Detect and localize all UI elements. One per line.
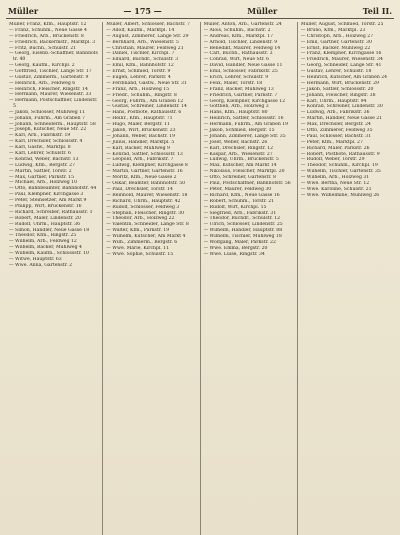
- directory-entry: — Martin, Händler, Neue Gasse 21: [300, 116, 383, 122]
- directory-entry: — Rudolf, Uhrm., Hauptstr. 36: [9, 221, 81, 227]
- directory-entry: — Daniel, Tischler, Kirchpl. 7: [106, 51, 175, 57]
- directory-entry: — Felix, Maler, Torstr. 18: [203, 80, 263, 86]
- directory-entry: — Karl, Drechsler, Schlossstr. 4: [9, 139, 83, 145]
- directory-entry: Müller, Albert, Schlosser, Bachstr. 7: [106, 22, 190, 27]
- directory-entry: — Johann, Schneiderm., Hauptstr. 58: [9, 121, 96, 127]
- directory-entry: — Konrad, Schreiner, Lindenstr. 30: [300, 104, 383, 110]
- column-4: [297, 22, 394, 535]
- directory-entry: — Hugo, Maler, Bergstr. 11: [106, 122, 171, 128]
- directory-entry: — Wwe. Wilhelmine, Mühlweg 26: [300, 192, 380, 198]
- directory-entry: — Wolfgang, Maler, Parkstr. 22: [203, 239, 276, 245]
- directory-entry: — Joseph, Kutscher, Neue Str. 22: [9, 127, 87, 133]
- directory-entry: — Adolf, Kaufm., Marktpl. 14: [106, 27, 175, 33]
- directory-entry: — Michael, Arb., Holzweg 10: [9, 180, 77, 186]
- header-left-keyword: Müller: [8, 6, 39, 16]
- directory-entry: — Paul, Drechsler, Torstr. 14: [106, 186, 173, 192]
- page-number: — 175 —: [123, 6, 162, 16]
- directory-entry: — Franz, Klempner, Kirchgasse 16: [300, 51, 382, 57]
- directory-entry: — Erich, Lehrer, Schulstr. 9: [203, 75, 269, 81]
- directory-entry: — Paul, Postschaffner, Bahnhofstr. 56: [203, 181, 291, 187]
- directory-entry: — Karl, Gastw., Marktpl. 8: [9, 145, 71, 151]
- directory-entry: — Richard, Uhrm., Hauptstr. 42: [106, 198, 181, 204]
- directory-entry: — Max, Kutscher, Am Markt 14: [203, 163, 277, 169]
- directory-entry: — Ludwig, Klempner, Kirchgasse 8: [106, 163, 188, 169]
- directory-entry: — Oskar, Beamter, Bahnhofstr. 50: [106, 181, 186, 187]
- directory-entry: — Georg, Klempner, Kirchgasse 12: [203, 98, 286, 104]
- directory-entry: — Rudolf, Schlosser, Feldweg 3: [106, 204, 180, 210]
- directory-entry: — Franz, Bäcker, Mühlweg 13: [203, 86, 274, 92]
- directory-entry: Müller, August, Schmied, Torstr. 25: [300, 22, 384, 27]
- directory-entry: — Moritz, Kfm., Neue Gasse 2: [106, 175, 177, 181]
- directory-entry: — Martin, Sattler, Torstr. 2: [9, 168, 72, 174]
- directory-entry: — Hermann, Maurer, Wiesenstr. 33: [9, 92, 92, 98]
- directory-entry: — Johann, Fleischer, Ringstr. 38: [300, 92, 376, 98]
- directory-entry: — Johann, Weber, Bachstr. 19: [106, 133, 176, 139]
- directory-entry: — Wwe. Karoline, Schulstr. 21: [300, 186, 372, 192]
- directory-entry: — Arnold, Tischler, Lindenstr. 9: [203, 39, 278, 45]
- directory-entry: — Robert, Maler, Lindenstr. 20: [9, 215, 81, 221]
- directory-entry: — Emil, Schlosser, Fabrikstr. 25: [203, 69, 278, 75]
- directory-entry: — Philipp, Wirt, Brückenstr. 16: [9, 204, 82, 210]
- directory-entry: — Otto, Zimmerer, Feldweg 35: [300, 128, 373, 134]
- directory-entry: — Eugen, Lehrer, Parkstr. 4: [106, 75, 171, 81]
- directory-entry: — Richard, Kfm., Neue Gasse 16: [203, 192, 280, 198]
- directory-entry: — Theodor, Arb., Holzweg 22: [106, 216, 175, 222]
- directory-entry: — Simon, Händler, Neue Gasse 18: [9, 227, 90, 233]
- directory-entry: — Hermann, Postschaffner, Lindenstr. 5: [9, 98, 98, 109]
- directory-entry: — Ernst, Schmied, Torstr. 9: [106, 69, 171, 75]
- directory-entry: — Peter, Maurer, Feldweg 30: [203, 186, 272, 192]
- directory-entry: — Konrad, Weber, Bachstr. 13: [9, 156, 79, 162]
- directory-entry: — Stephan, Fleischer, Ringstr. 30: [106, 210, 185, 216]
- directory-entry: — Friedr., Schuhm., Ringstr. 8: [106, 92, 177, 98]
- text-columns: [6, 22, 394, 535]
- directory-entry: — Gottfried, Tischler, Lange Str. 17: [9, 68, 92, 74]
- directory-entry: — Siegfried, Arb., Fabrikstr. 31: [203, 210, 277, 216]
- directory-entry: — Johann, Zimmerer, Lange Str. 35: [203, 133, 286, 139]
- directory-entry: — Karl, Arb., Fabrikstr. 19: [9, 133, 71, 139]
- directory-entry: — Nikolaus, Fleischer, Marktpl. 20: [203, 169, 285, 175]
- directory-entry: — Hermann, Fuhrm., Am Graben 19: [203, 122, 289, 128]
- directory-entry: — Paul, Schlosser, Bachstr. 31: [300, 133, 372, 139]
- directory-entry: — Richard, Maler, Parkstr. 26: [300, 145, 370, 151]
- directory-entry: — Eduard, Buchdr., Schulstr. 3: [106, 57, 179, 63]
- directory-entry: — Wilh., Zimmerm., Bergstr. 6: [106, 239, 178, 245]
- directory-entry: — Wwe. Marie, Kirchpl. 11: [106, 245, 170, 251]
- column-1: [6, 22, 102, 535]
- directory-entry: — Wilhelm, Händler, Hauptstr. 88: [203, 228, 283, 234]
- directory-entry: — Peter, Kfm., Marktpl. 27: [300, 139, 363, 145]
- directory-entry: — Rudolf, Weber, Torstr. 29: [300, 157, 365, 163]
- directory-entry: — Heinrich, Kutscher, Am Graben 24: [300, 75, 388, 81]
- directory-entry: — Hermann, Wirt, Brückenstr. 29: [300, 80, 379, 86]
- directory-entry: — Karl, Drechsler, Ringstr. 12: [203, 145, 274, 151]
- directory-entry: — Ferdinand, Gastw., Neue Str. 31: [106, 80, 187, 86]
- directory-entry: — Ludwig, Kfm., Bergstr. 27: [9, 162, 76, 168]
- directory-entry: — Wilhelm, Tischler, Mühlweg 18: [203, 234, 282, 240]
- directory-entry: — Otto, Schreiner, Gartenstr. 8: [203, 175, 276, 181]
- directory-entry: — Georg, Fuhrm., Am Graben 12: [106, 98, 184, 104]
- directory-entry: — David, Händler, Neue Gasse 11: [203, 63, 283, 69]
- directory-entry: — Fritz, Buchh., Schulstr. 21: [9, 45, 77, 51]
- directory-entry: — Andreas, Kfm., Marktpl. 17: [203, 33, 274, 39]
- directory-entry: — Franz, Arb., Holzweg 15: [106, 86, 170, 92]
- directory-entry: — Heinrich, Sattler, Schlossstr. 16: [203, 116, 284, 122]
- directory-entry: — Wilhelm, Kaufm., Schlossstr. 10: [9, 251, 89, 257]
- directory-entry: — Theodor, Schuhm., Kirchpl. 19: [300, 163, 378, 169]
- column-2: [102, 22, 199, 535]
- directory-entry: — Leopold, Arb., Fabrikstr. 7: [106, 157, 174, 163]
- directory-entry: — Martin, Gärtner, Gartenstr. 16: [106, 169, 183, 175]
- directory-entry: — Wwe. Anna, Gartenstr. 2: [9, 262, 73, 268]
- directory-entry: — Heinr., Kfm., Hauptstr. 71: [106, 116, 173, 122]
- directory-entry: — Ludwig, Uhrm., Brückenstr. 5: [203, 157, 279, 163]
- page-header: [6, 4, 394, 19]
- directory-entry: — Emil, Gärtner, Gartenstr. 30: [300, 39, 372, 45]
- directory-entry: — August, Zimmerer, Lange Str. 29: [106, 33, 189, 39]
- directory-entry: — Ludwig, Arb., Fabrikstr. 36: [300, 110, 370, 116]
- directory-entry: — Walter, Kfm., Parkstr. 19: [106, 228, 170, 234]
- directory-entry: — Gottlieb, Arb., Holzweg 3: [203, 104, 269, 110]
- directory-entry: — Wwe. Luise, Ringstr. 34: [203, 251, 265, 257]
- column-3: [200, 22, 297, 535]
- directory-entry: — Gustav, Lehrer, Schulstr. 18: [300, 69, 372, 75]
- directory-entry: — Karl, Uhrm., Hauptstr. 94: [300, 98, 367, 104]
- directory-entry: — Bruno, Kfm., Marktpl. 23: [300, 27, 366, 33]
- directory-entry: — Jakob, Schmied, Bergstr. 15: [203, 128, 275, 134]
- directory-entry: — Josef, Weber, Bachstr. 26: [203, 139, 268, 145]
- directory-entry: — Friedrich, Bäckermstr., Marktpl. 3: [9, 39, 96, 45]
- directory-entry: — Wwe. Sophie, Schulstr. 15: [106, 251, 174, 257]
- directory-entry: — Wilhelm, Arb., Feldweg 12: [9, 239, 77, 245]
- directory-entry: — Karl, Bäcker, Mühlweg 9: [106, 145, 170, 151]
- directory-entry: — Jakob, Sattler, Schlossstr. 20: [300, 86, 374, 92]
- directory-entry: — Wwe. Emma, Bergstr. 20: [203, 245, 268, 251]
- directory-entry: Müller, Anton, Arb., Gartenstr. 24: [203, 22, 282, 27]
- directory-entry: — Max, Drechsler, Bergstr. 24: [300, 122, 371, 128]
- directory-entry: — Jakob, Schlosser, Mühlweg 11: [9, 109, 85, 115]
- directory-entry: — Wilhelm, Tischler, Gartenstr. 35: [300, 169, 381, 175]
- directory-entry: — Valentin, Schneider, Lange Str. 8: [106, 222, 189, 228]
- directory-entry: — Paul, Klempner, Kirchgasse 3: [9, 192, 84, 198]
- directory-entry: — Wilhelm, Kutscher, Am Markt 4: [106, 234, 186, 240]
- directory-entry: — Conrad, Wirt, Neue Str. 6: [203, 57, 270, 63]
- directory-entry: — Christoph, Arb., Holzweg 27: [300, 33, 374, 39]
- directory-entry: — Karl, Lehrer, Schulstr. 6: [9, 151, 71, 156]
- directory-entry: — Friedrich, Arb., Brückenstr. 8: [9, 33, 84, 39]
- directory-entry: — Julius, Händler, Marktpl. 5: [106, 139, 175, 145]
- directory-entry: — Christian, Maurer, Feldweg 21: [106, 45, 184, 51]
- directory-entry: — Otto, Bahnbeamter, Bahnhofstr. 44: [9, 186, 97, 192]
- directory-entry: — Wilhelm, Arb., Holzweg 31: [300, 175, 370, 181]
- directory-entry: — Ulrich, Schlosser, Lindenstr. 25: [203, 222, 283, 228]
- directory-entry: — Robert, Postbote, Rathausstr. 9: [300, 151, 380, 157]
- directory-entry: — Gustav, Schreiner, Lindenstr. 14: [106, 104, 187, 110]
- directory-entry: — Hans, Postbote, Rathausstr. 6: [106, 110, 182, 116]
- directory-entry: — Max, Gärtner, Parkstr. 15: [9, 174, 75, 180]
- directory-entry: — Wwe. Bertha, Neue Str. 12: [300, 181, 370, 187]
- directory-entry: — Rudolf, Wirt, Kirchpl. 15: [203, 204, 267, 210]
- directory-entry: — Georg, Eisenb.-Schaffner, Bahnhofstr. 40: [9, 51, 98, 63]
- directory-entry: — Peter, Steinsetzer, Am Markt 9: [9, 198, 87, 204]
- directory-entry: — Heinrich, Fleischer, Ringstr. 14: [9, 86, 88, 92]
- directory-entry: — Georg, Kaufm., Kirchpl. 2: [9, 62, 75, 68]
- directory-entry: — Richard, Schreiber, Rathausstr. 1: [9, 209, 93, 215]
- directory-entry: — Emil, Kfm., Bahnhofstr. 12: [106, 63, 174, 69]
- directory-entry: — Carl, Buchh., Rathausstr. 3: [203, 51, 273, 57]
- header-right-keyword: Müller: [247, 6, 278, 16]
- directory-entry: — Ernst, Bäcker, Mühlweg 22: [300, 45, 371, 51]
- directory-entry: — Friedrich, Maurer, Wiesenstr. 34: [300, 57, 383, 63]
- directory-entry: — Franz, Schuhm., Neue Gasse 4: [9, 27, 87, 33]
- directory-entry: — Heinrich, Arb., Feldweg 6: [9, 80, 76, 86]
- directory-entry: — Benedikt, Maurer, Feldweg 14: [203, 45, 281, 51]
- part-label: Teil II.: [362, 6, 392, 16]
- directory-entry: — Robert, Schuhm., Torstr. 21: [203, 198, 275, 204]
- directory-entry: — Theodor, Buchdr., Schulstr. 12: [203, 216, 281, 222]
- directory-entry: — Johann, Fuhrm., Am Graben 7: [9, 115, 85, 121]
- directory-entry: — Gustav, Zimmerm., Gartenstr. 9: [9, 74, 89, 80]
- directory-entry: — Hans, Kfm., Hauptstr. 80: [203, 110, 268, 116]
- directory-entry: — Reinhold, Maurer, Wiesenstr. 18: [106, 192, 188, 198]
- directory-entry: — Jakob, Wirt, Brückenstr. 23: [106, 128, 176, 134]
- directory-entry: — Wilhelm, Bäcker, Mühlweg 4: [9, 245, 82, 251]
- directory-entry: — Friedrich, Gärtner, Parkstr. 7: [203, 92, 278, 98]
- directory-entry: — Witwe, Hauptstr. 63: [9, 257, 62, 263]
- directory-entry: — Konrad, Sattler, Schlossstr. 13: [106, 151, 183, 157]
- directory-entry: — Georg, Schneider, Lange Str. 41: [300, 63, 382, 69]
- directory-entry: Müller, Franz, Kfm., Hauptstr. 12: [9, 22, 87, 27]
- directory-entry: — Theodor, Kfm., Ringstr. 25: [9, 233, 77, 239]
- directory-entry: — Bernhard, Arb., Wiesenstr. 5: [106, 39, 179, 45]
- directory-entry: — Kaspar, Arb., Wiesenstr. 27: [203, 151, 273, 157]
- directory-entry: — Alois, Schuhm., Bachstr. 2: [203, 27, 271, 33]
